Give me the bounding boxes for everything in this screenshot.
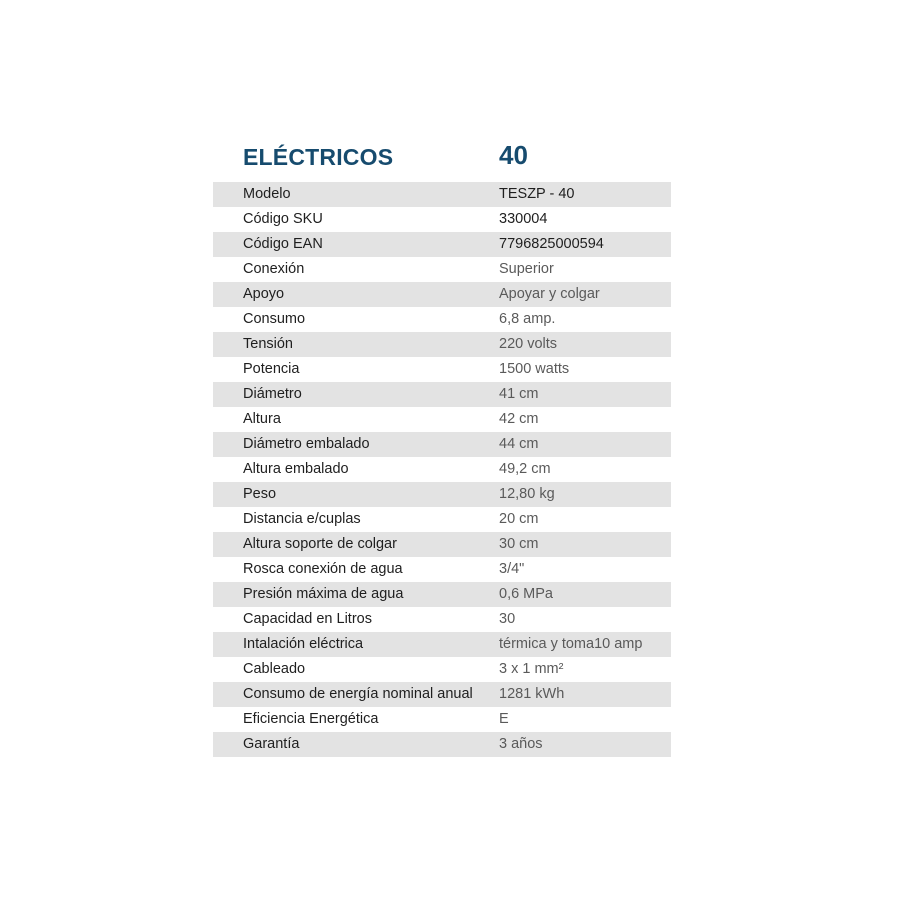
spec-label: Garantía xyxy=(243,736,300,752)
spec-value: 42 cm xyxy=(499,411,539,427)
spec-row-rosca-conexion xyxy=(213,557,671,582)
category-title: ELÉCTRICOS xyxy=(243,144,394,170)
spec-value: 49,2 cm xyxy=(499,461,551,477)
spec-value: E xyxy=(499,711,509,727)
spec-label: Rosca conexión de agua xyxy=(243,561,403,577)
spec-label: Conexión xyxy=(243,261,305,277)
spec-value: 1500 watts xyxy=(499,361,570,377)
spec-row-eficiencia xyxy=(213,707,671,732)
spec-row-altura xyxy=(213,407,671,432)
spec-value: 12,80 kg xyxy=(499,486,555,502)
spec-label: Consumo de energía nominal anual xyxy=(243,686,473,702)
spec-row-instalacion-electrica xyxy=(213,632,671,657)
spec-label: Consumo xyxy=(243,311,306,327)
spec-row-altura-soporte xyxy=(213,532,671,557)
spec-value: 44 cm xyxy=(499,436,539,452)
spec-row-cableado xyxy=(213,657,671,682)
spec-label: Diámetro embalado xyxy=(243,436,370,452)
spec-row-peso xyxy=(213,482,671,507)
spec-label: Código EAN xyxy=(243,236,323,252)
spec-row-codigo-ean xyxy=(213,232,671,257)
spec-label: Diámetro xyxy=(243,386,302,402)
spec-value: 1281 kWh xyxy=(499,686,565,702)
spec-label: Tensión xyxy=(243,336,293,352)
spec-row-garantia xyxy=(213,732,671,757)
spec-row-altura-embalado xyxy=(213,457,671,482)
spec-value: 0,6 MPa xyxy=(499,586,553,602)
spec-value: 3 x 1 mm² xyxy=(499,661,564,677)
spec-row-modelo xyxy=(213,182,671,207)
spec-value: 3 años xyxy=(499,736,543,752)
spec-value: 41 cm xyxy=(499,386,539,402)
spec-value: 6,8 amp. xyxy=(499,311,556,327)
spec-table xyxy=(213,182,671,757)
spec-row-apoyo xyxy=(213,282,671,307)
spec-label: Potencia xyxy=(243,361,300,377)
spec-header xyxy=(213,139,671,181)
spec-label: Altura xyxy=(243,411,281,427)
spec-row-consumo xyxy=(213,307,671,332)
spec-value: 30 xyxy=(499,611,516,627)
spec-value: 330004 xyxy=(499,211,548,227)
spec-value: térmica y toma10 amp xyxy=(499,636,643,652)
spec-row-presion-maxima xyxy=(213,582,671,607)
spec-label: Distancia e/cuplas xyxy=(243,511,361,527)
spec-row-tension xyxy=(213,332,671,357)
spec-row-potencia xyxy=(213,357,671,382)
spec-label: Código SKU xyxy=(243,211,323,227)
spec-value: 30 cm xyxy=(499,536,539,552)
spec-label: Altura soporte de colgar xyxy=(243,536,397,552)
spec-label: Apoyo xyxy=(243,286,285,302)
spec-value: 20 cm xyxy=(499,511,539,527)
spec-value: Apoyar y colgar xyxy=(499,286,600,302)
spec-label: Cableado xyxy=(243,661,306,677)
spec-row-diametro xyxy=(213,382,671,407)
spec-label: Capacidad en Litros xyxy=(243,611,372,627)
spec-row-capacidad xyxy=(213,607,671,632)
spec-label: Peso xyxy=(243,486,277,502)
spec-value: 3/4" xyxy=(499,561,525,577)
spec-row-distancia-cuplas xyxy=(213,507,671,532)
spec-value: 7796825000594 xyxy=(499,236,604,252)
spec-label: Presión máxima de agua xyxy=(243,586,404,602)
spec-row-codigo-sku xyxy=(213,207,671,232)
spec-row-consumo-energia xyxy=(213,682,671,707)
model-number: 40 xyxy=(499,140,528,170)
spec-value: Superior xyxy=(499,261,554,277)
spec-row-diametro-embalado xyxy=(213,432,671,457)
spec-label: Altura embalado xyxy=(243,461,349,477)
spec-label: Eficiencia Energética xyxy=(243,711,379,727)
spec-value: 220 volts xyxy=(499,336,558,352)
spec-label: Modelo xyxy=(243,186,291,202)
spec-row-conexion xyxy=(213,257,671,282)
spec-label: Intalación eléctrica xyxy=(243,636,364,652)
spec-sheet xyxy=(213,139,671,752)
spec-value: TESZP - 40 xyxy=(499,186,575,202)
